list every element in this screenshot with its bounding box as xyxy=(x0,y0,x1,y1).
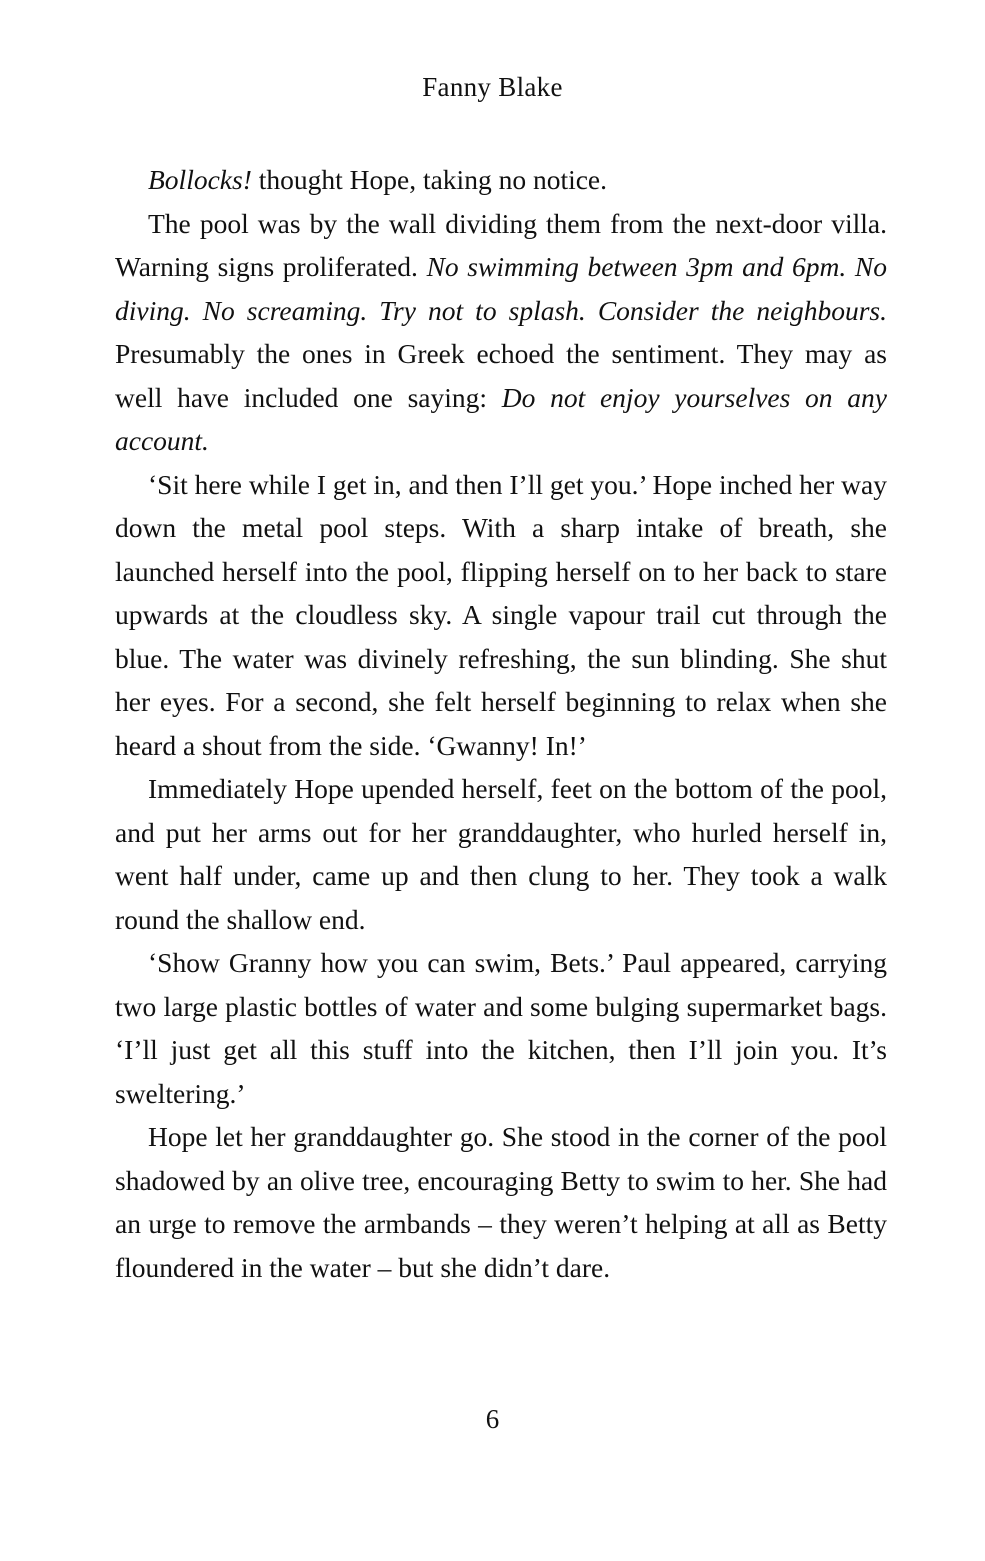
text-span: The pool was by the wall dividing them from the next-door villa. Warning signs proliferated. xyxy=(115,207,887,282)
paragraph xyxy=(115,1115,887,1289)
paragraph xyxy=(115,202,887,463)
running-head: Fanny Blake xyxy=(422,72,563,102)
paragraph xyxy=(115,463,887,768)
paragraph xyxy=(115,158,887,202)
paragraph xyxy=(115,941,887,1115)
text-span: Hope let her granddaughter go. She stood in the corner of the pool shadowed by an olive tree, encouraging Betty to swim to her. She had an urge to remove the armbands – they weren’t helping at all as Betty floundered in the water – but she didn’t dare. xyxy=(115,1121,887,1283)
text-span-italic: No swimming between 3pm and 6pm. No diving. No screaming. Try not to splash. Consider the neighbours. xyxy=(115,251,887,326)
text-span-italic: Bollocks! xyxy=(148,164,252,195)
paragraph xyxy=(115,767,887,941)
page-number: 6 xyxy=(485,1404,500,1434)
text-span-italic: Do not enjoy yourselves on any account. xyxy=(115,381,887,456)
body-text xyxy=(115,158,887,1289)
text-span: Presumably the ones in Greek echoed the sentiment. They may as well have included one saying: xyxy=(115,338,887,413)
text-span: ‘Show Granny how you can swim, Bets.’ Paul appeared, carrying two large plastic bottles of water and some bulging supermarket bags. ‘I’ll just get all this stuff into the kitchen, then I’ll join you. It’s sweltering.’ xyxy=(115,947,887,1109)
text-span: thought Hope, taking no notice. xyxy=(251,164,608,195)
text-span: Immediately Hope upended herself, feet on the bottom of the pool, and put her arms out for her granddaughter, who hurled herself in, went half under, came up and then clung to her. They took a walk round the shallow end. xyxy=(115,773,887,935)
text-span: ‘Sit here while I get in, and then I’ll get you.’ Hope inched her way down the metal pool steps. With a sharp intake of breath, she launched herself into the pool, flipping herself on to her back to stare upwards at the cloudless sky. A single vapour trail cut through the blue. The water was divinely refreshing, the sun blinding. She shut her eyes. For a second, she felt herself beginning to relax when she heard a shout from the side. ‘Gwanny! In!’ xyxy=(115,468,887,761)
